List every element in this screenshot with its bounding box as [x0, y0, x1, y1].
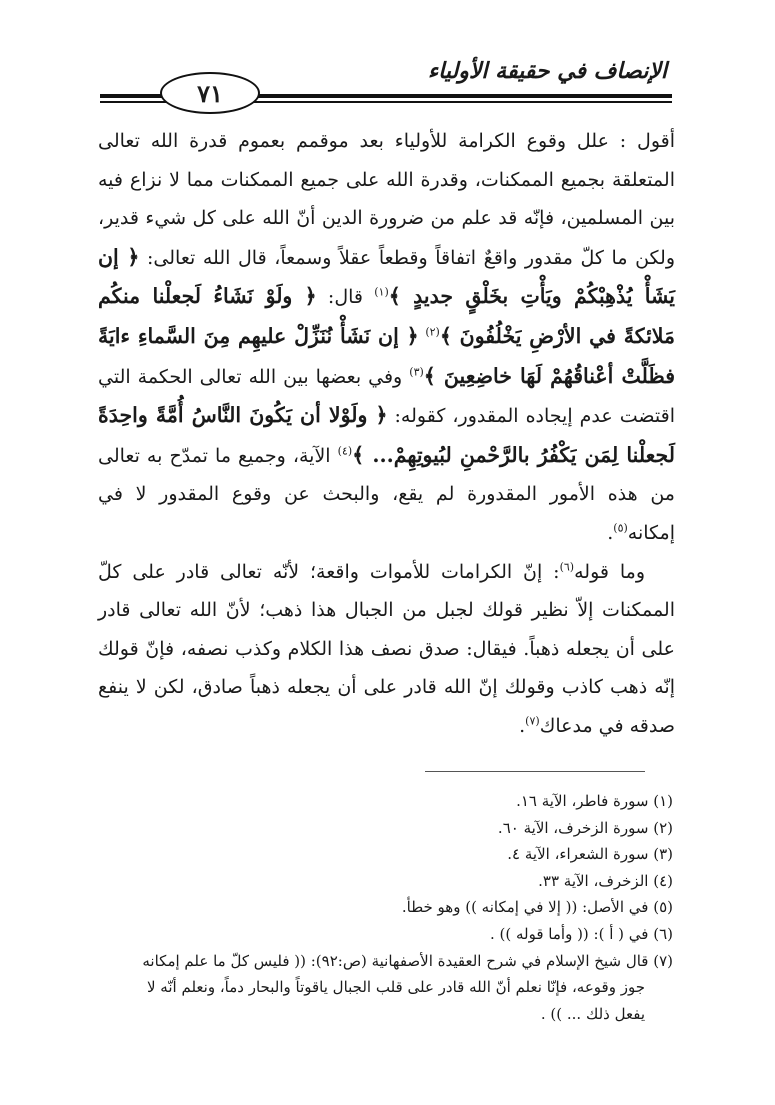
footnote-6: (٦) في ( أ ): (( وأما قوله )) .	[489, 924, 673, 943]
paragraph-1	[98, 122, 675, 553]
footnote-7-continuation-2: يفعل ذلك ... )) .	[540, 1004, 645, 1023]
footnotes	[98, 788, 673, 1027]
page-number-badge	[160, 72, 260, 114]
footnote-7-continuation-1: جوز وقوعه، فإنّا نعلم أنّ الله قادر على قلب الجبال ياقوتاً والبحار دماً، ونعلم أنّه لا	[146, 978, 645, 997]
running-header-title: الإنصاف في حقيقة الأولياء	[427, 58, 667, 84]
footnote-ref: (٦)	[559, 560, 575, 574]
text-segment: : إنّ الكرامات للأموات واقعة؛ لأنّه تعالى قادر على كلّ الممكنات إلاّ نظير قولك لجبل من الجبال هذا ذهب؛ لأنّ الله تعالى قادر على أن يجعله ذهباً. فيقال: صدق نصف هذا الكلام وكذب نصفه، فإنّ قولك إنّه ذهب كاذب وقولك إنّ الله قادر على أن يجعله ذهباً صادق، لكن لا ينفع صدقه في مدعاك	[98, 560, 675, 737]
text-segment: الآية، وجميع ما تمدّح به تعالى من هذه الأمور المقدورة لم يقع، والبحث عن وقوع المقدور لا في إمكانه	[98, 444, 675, 544]
footnote-ref: (٥)	[613, 521, 628, 535]
quran-verse: ﴿ ولَوْ نَشَاءُ لَجعلْنا منكُم مَلائكةً في الأرْضِ يَخْلُفُونَ ﴾	[98, 284, 675, 348]
footnote-ref: (٤)	[337, 444, 353, 458]
footnote-7: (٧) قال شيخ الإسلام في شرح العقيدة الأصفهانية (ص:٩٢): (( فليس كلّ ما علم إمكانه	[142, 951, 673, 970]
quran-verse: ﴿ ولَوْلا أن يَكُونَ النَّاسُ أُمَّةً واحِدَةً لَجعلْنا لِمَن يَكْفُرُ بالرَّحْمنِ لبُيوتِهِمْ... ﴾	[98, 403, 675, 467]
footnote-5: (٥) في الأصل: (( إلا في إمكانه )) وهو خطأ.	[401, 898, 673, 917]
page-number: ٧١	[197, 78, 223, 108]
footnote-2: (٢) سورة الزخرف، الآية ٦٠.	[497, 818, 673, 837]
text-segment: أقول : علل وقوع الكرامة للأولياء بعد موقمم بعموم قدرة الله تعالى المتعلقة بجميع الممكنات، وقدرة الله على جميع الممكنات مما لا نزاع فيه بين المسلمين، فإنّه قد علم من ضرورة الدين أنّ الله على كل شيء قدير، ولكن ما كلّ مقدور واقعٌ اتفاقاً وقطعاً عقلاً وسمعاً، قال الله تعالى:	[98, 130, 675, 269]
paragraph-2	[98, 553, 675, 746]
main-text	[98, 122, 675, 746]
text-segment: .	[607, 521, 614, 544]
text-segment: .	[519, 714, 526, 737]
text-segment: قال:	[316, 286, 375, 309]
footnote-ref: (٢)	[425, 325, 440, 339]
quran-verse: ﴿ إن يَشَأْ يُذْهِبْكُمْ ويَأْتِ بخَلْقٍ جديدٍ ﴾	[98, 244, 675, 309]
footnote-3: (٣) سورة الشعراء، الآية ٤.	[507, 845, 673, 864]
footnote-separator	[425, 771, 645, 772]
footnote-ref: (٧)	[525, 714, 540, 728]
text-segment: وفي بعضها بين الله تعالى الحكمة التي اقتضت عدم إيجاده المقدور، كقوله:	[98, 365, 675, 428]
footnote-1: (١) سورة فاطر، الآية ١٦.	[516, 792, 673, 810]
text-segment: وما قوله	[574, 560, 645, 583]
quran-verse: ﴿ إن نَشَأْ نُنَزِّلْ عليهِم مِنَ السَّماءِ ءايَةً فظَلَّتْ أعْناقُهُمْ لَهَا خاضِعِينَ ﴾	[98, 323, 675, 388]
footnote-4: (٤) الزخرف، الآية ٣٣.	[538, 871, 673, 890]
footnote-ref: (١)	[374, 286, 389, 300]
footnote-ref: (٣)	[409, 365, 424, 379]
